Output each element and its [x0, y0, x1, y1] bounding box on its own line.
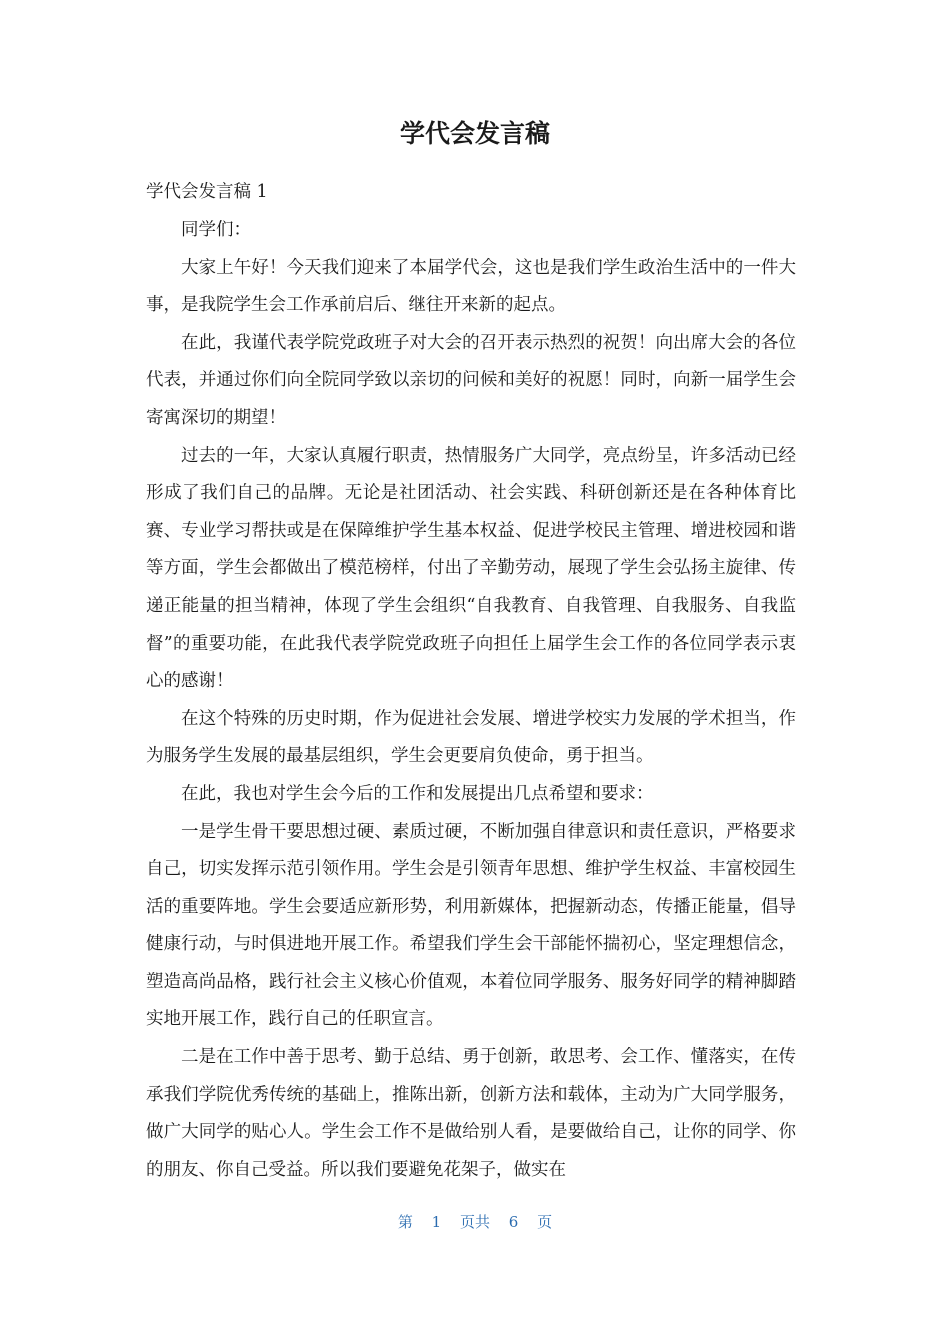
document-title: 学代会发言稿	[399, 119, 550, 148]
total-pages-number: 6	[508, 1213, 519, 1231]
paragraph: 同学们：	[181, 220, 251, 240]
paragraph: 在此，我也对学生会今后的工作和发展提出几点希望和要求：	[181, 783, 654, 804]
paragraph: 二是在工作中善于思考、勤于总结、勇于创新，敢思考、会工作、懂落实，在传承我们学院优秀传统的基础上，推陈出新，创新方法和载体，主动为广大同学服务，做广大同学的贴心人。学生会工作不是做给别人看，是要做给自己，让你的同学、你的朋友、你自己受益。所以我们要避免花架子，做实在	[146, 1047, 796, 1180]
footer-suffix: 页	[537, 1213, 553, 1231]
document-body	[146, 212, 796, 1189]
page-footer	[0, 1208, 950, 1236]
paragraph: 在此，我谨代表学院党政班子对大会的召开表示热烈的祝贺！向出席大会的各位代表，并通过你们向全院同学致以亲切的问候和美好的祝愿！同时，向新一届学生会寄寓深切的期望！	[146, 332, 796, 428]
footer-middle: 页共	[459, 1213, 490, 1231]
paragraph: 在这个特殊的历史时期，作为促进社会发展、增进学校实力发展的学术担当，作为服务学生发展的最基层组织，学生会更要肩负使命，勇于担当。	[146, 708, 796, 767]
section-subheading: 学代会发言稿 1	[146, 182, 268, 202]
paragraph: 过去的一年，大家认真履行职责，热情服务广大同学，亮点纷呈，许多活动已经形成了我们自己的品牌。无论是社团活动、社会实践、科研创新还是在各种体育比赛、专业学习帮扶或是在保障维护学生基本权益、促进学校民主管理、增进校园和谐等方面，学生会都做出了模范榜样，付出了辛勤劳动，展现了学生会弘扬主旋律、传递正能量的担当精神，体现了学生会组织“自我教育、自我管理、自我服务、自我监督”的重要功能，在此我代表学院党政班子向担任上届学生会工作的各位同学表示衷心的感谢！	[146, 445, 796, 692]
footer-prefix: 第	[397, 1213, 413, 1231]
paragraph: 大家上午好！今天我们迎来了本届学代会，这也是我们学生政治生活中的一件大事，是我院学生会工作承前启后、继往开来新的起点。	[146, 257, 796, 316]
current-page-number: 1	[431, 1213, 442, 1231]
paragraph: 一是学生骨干要思想过硬、素质过硬，不断加强自律意识和责任意识，严格要求自己，切实发挥示范引领作用。学生会是引领青年思想、维护学生权益、丰富校园生活的重要阵地。学生会要适应新形势，利用新媒体，把握新动态，传播正能量，倡导健康行动，与时俱进地开展工作。希望我们学生会干部能怀揣初心，坚定理想信念，塑造高尚品格，践行社会主义核心价值观，本着位同学服务、服务好同学的精神脚踏实地开展工作，践行自己的任职宣言。	[146, 821, 796, 1030]
